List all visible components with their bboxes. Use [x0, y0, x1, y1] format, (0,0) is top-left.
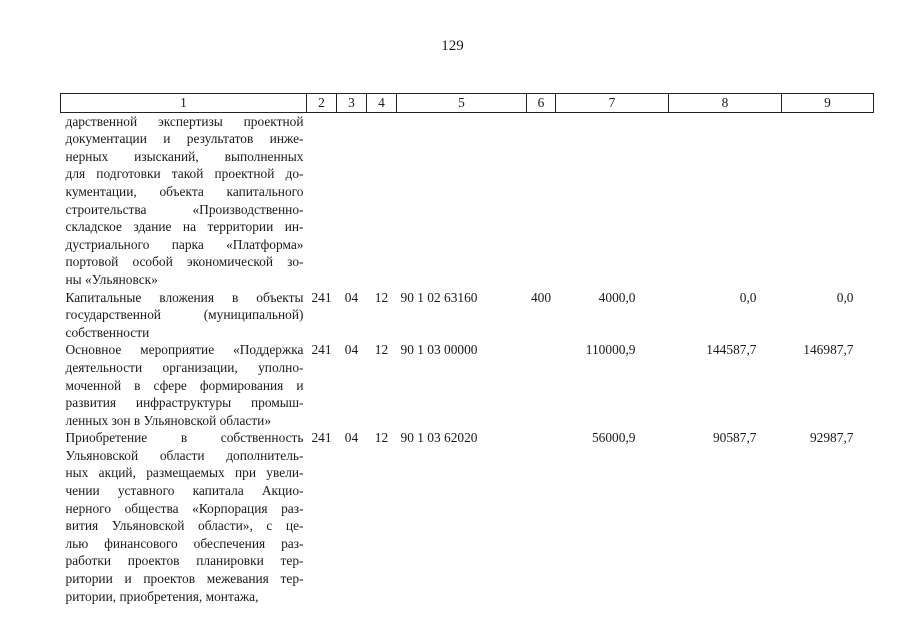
amount-col-8-cell: 144587,7	[706, 342, 757, 358]
row-name-line: работки проектов планировки тер-	[65, 553, 304, 569]
amount-col-9-cell: 92987,7	[809, 430, 854, 446]
row-name-line: ритории и проектов межевания тер-	[65, 571, 304, 587]
target-article-cell	[397, 112, 527, 288]
expense-type-cell	[527, 341, 556, 429]
expense-type-cell	[527, 429, 556, 605]
table-row	[61, 289, 874, 342]
amount-col-7-cell: 56000,9	[591, 430, 636, 446]
row-name-line: кументации, объекта капитального	[65, 183, 304, 199]
row-name-cell	[61, 429, 307, 605]
row-name-line: для подготовки такой проектной до-	[65, 166, 304, 182]
expense-type-cell: 400	[530, 289, 552, 305]
budget-table	[60, 93, 874, 605]
row-name-line: Капитальные вложения в объекты	[65, 289, 304, 305]
row-name-line: ных акций, размещаемых при увели-	[65, 465, 304, 481]
table-row	[61, 341, 874, 429]
row-name-line: портовой особой экономической зо-	[65, 254, 304, 270]
amount-col-8-cell: 0,0	[739, 289, 757, 305]
row-name-line: нерных изысканий, выполненных	[65, 148, 304, 164]
amount-col-7-cell	[556, 112, 669, 288]
row-name-cell	[61, 112, 307, 288]
subsection-code-cell: 12	[374, 289, 389, 305]
section-code-cell: 04	[344, 430, 359, 446]
row-name-line: вития Ульяновской области», с це-	[65, 518, 304, 534]
row-name-line: Приобретение в собственность	[65, 430, 304, 446]
table-body	[61, 112, 874, 605]
amount-col-8-cell: 90587,7	[712, 430, 757, 446]
row-name-line: ритории, приобретения, монтажа,	[65, 588, 259, 604]
row-name-line: государственной (муниципальной)	[65, 307, 304, 323]
amount-col-7-cell: 110000,9	[585, 342, 636, 358]
row-name-line: ленных зон в Ульяновской области»	[65, 412, 272, 428]
header-col-8: 8	[669, 94, 782, 113]
row-name-cell	[61, 341, 307, 429]
target-article-cell: 90 1 03 62020	[400, 430, 478, 446]
header-col-2: 2	[307, 94, 337, 113]
row-name-line: деятельности организации, уполно-	[65, 359, 304, 375]
row-name-line: собственности	[65, 324, 150, 340]
table-row	[61, 429, 874, 605]
admin-code-cell: 241	[311, 430, 332, 446]
row-name-line: моченной в сфере формирования и	[65, 377, 304, 393]
row-name-line: дарственной экспертизы проектной	[65, 113, 304, 129]
amount-col-9-cell: 146987,7	[803, 342, 854, 358]
row-name-line: документации и результатов инже-	[65, 131, 304, 147]
row-name-line: дустриального парка «Платформа»	[65, 236, 304, 252]
header-col-5: 5	[397, 94, 527, 113]
header-col-6: 6	[527, 94, 556, 113]
target-article-cell: 90 1 02 63160	[400, 289, 478, 305]
row-name-line: Ульяновской области дополнитель-	[65, 447, 304, 463]
subsection-code-cell: 12	[374, 342, 389, 358]
amount-col-9-cell	[782, 112, 874, 288]
section-code-cell	[337, 112, 367, 288]
amount-col-9-cell: 0,0	[836, 289, 854, 305]
row-name-cell	[61, 289, 307, 342]
amount-col-8-cell	[669, 112, 782, 288]
subsection-code-cell	[367, 112, 397, 288]
section-code-cell: 04	[344, 289, 359, 305]
row-name-line: лью финансового обеспечения раз-	[65, 535, 304, 551]
section-code-cell: 04	[344, 342, 359, 358]
row-name-line: Основное мероприятие «Поддержка	[65, 342, 304, 358]
header-col-1: 1	[61, 94, 307, 113]
column-number-header	[61, 94, 874, 113]
row-name-line: складское здание на территории ин-	[65, 219, 304, 235]
header-col-9: 9	[782, 94, 874, 113]
row-name-line: нерного общества «Корпорация раз-	[65, 500, 304, 516]
table-row	[61, 112, 874, 288]
row-name-line: ны «Ульяновск»	[65, 271, 158, 287]
admin-code-cell: 241	[311, 289, 332, 305]
row-name-line: строительства «Производственно-	[65, 201, 304, 217]
subsection-code-cell: 12	[374, 430, 389, 446]
admin-code-cell: 241	[311, 342, 332, 358]
admin-code-cell	[307, 112, 337, 288]
row-name-line: развития инфраструктуры промыш-	[65, 395, 304, 411]
header-col-4: 4	[367, 94, 397, 113]
page-number: 129	[441, 38, 464, 54]
amount-col-7-cell: 4000,0	[598, 289, 636, 305]
header-col-3: 3	[337, 94, 367, 113]
header-col-7: 7	[556, 94, 669, 113]
target-article-cell: 90 1 03 00000	[400, 342, 478, 358]
row-name-line: чении уставного капитала Акцио-	[65, 483, 304, 499]
expense-type-cell	[527, 112, 556, 288]
